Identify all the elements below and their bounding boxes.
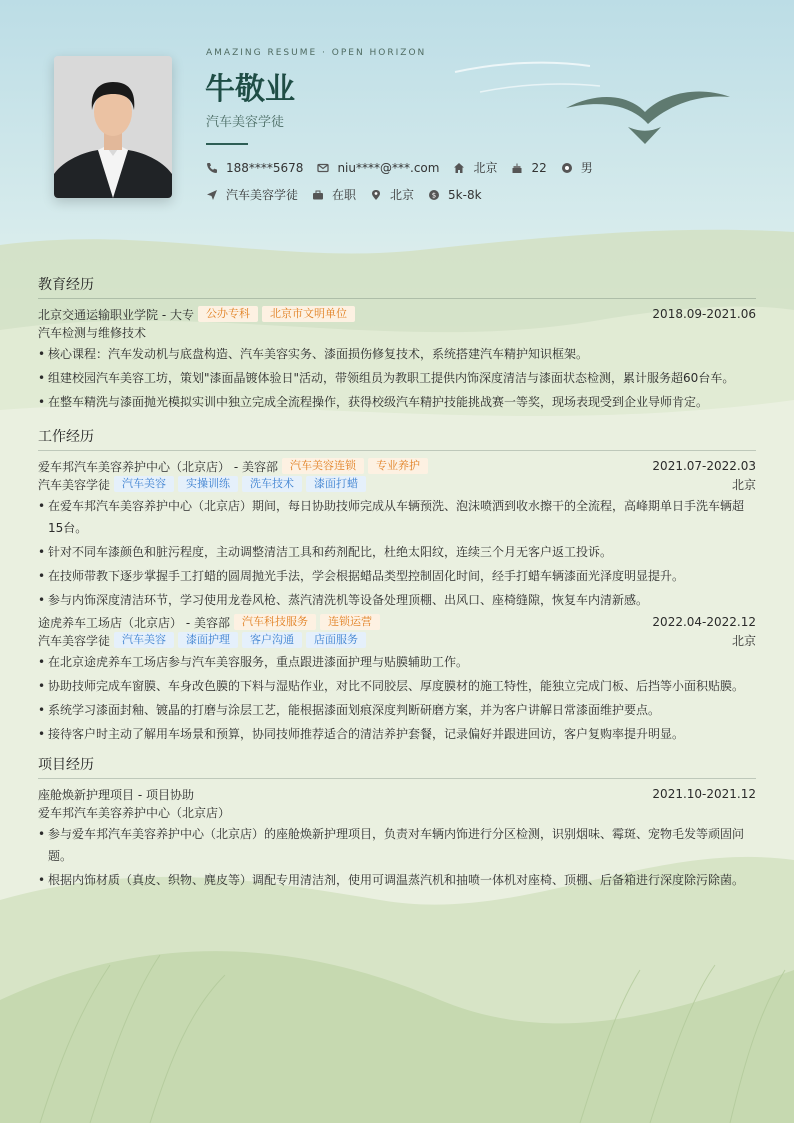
project-org-row <box>38 803 756 821</box>
company-tag: 汽车科技服务 <box>234 614 316 630</box>
list-item: • 根据内饰材质（真皮、织物、麂皮等）调配专用清洁剂，使用可调温蒸汽机和抽喷一体机对座椅、顶棚、后备箱进行深度除污除菌。 <box>38 869 756 891</box>
job-date: 2022.04-2022.12 <box>652 615 756 629</box>
skill-tag: 汽车美容 <box>114 476 174 492</box>
projects-section <box>38 754 756 893</box>
job-role-row <box>38 631 756 649</box>
contact-gender: 男 <box>561 159 593 176</box>
job-city: 北京 <box>731 477 756 492</box>
section-title-education: 教育经历 <box>38 274 756 299</box>
contact-row-1 <box>206 159 607 176</box>
gender-icon <box>561 162 573 174</box>
home-icon <box>453 162 465 174</box>
list-item: • 组建校园汽车美容工坊，策划"漆面晶镀体验日"活动，带领组员为教职工提供内饰深度清洁与漆面状态检测，累计服务超60台车。 <box>38 367 756 389</box>
salary-icon <box>428 189 440 201</box>
skill-tag: 汽车美容 <box>114 632 174 648</box>
skill-tag: 客户沟通 <box>242 632 302 648</box>
project-entry-header <box>38 785 756 803</box>
cake-icon <box>511 162 523 174</box>
school-name: 北京交通运输职业学院 - 大专 <box>38 307 194 322</box>
company-name: 爱车邦汽车美容养护中心（北京店） - 美容部 <box>38 459 278 474</box>
list-item: • 系统学习漆面封釉、镀晶的打磨与涂层工艺，能根据漆面划痕深度判断研磨方案，并为客户讲解日常漆面维护要点。 <box>38 699 756 721</box>
job-title: 汽车美容学徒 <box>206 115 285 130</box>
list-item: • 在整车精洗与漆面抛光模拟实训中独立完成全流程操作，获得校级汽车精护技能挑战赛一等奖，现场表现受到企业导师肯定。 <box>38 391 756 413</box>
list-item: • 针对不同车漆颜色和脏污程度，主动调整清洁工具和药剂配比，杜绝太阳纹，连续三个月无客户返工投诉。 <box>38 541 756 563</box>
mail-icon <box>317 162 329 174</box>
section-title-projects: 项目经历 <box>38 754 756 779</box>
svg-text:$: $ <box>431 191 437 200</box>
send-icon <box>206 189 218 201</box>
job-city: 北京 <box>731 633 756 648</box>
major: 汽车检测与维修技术 <box>38 325 147 340</box>
contact-status: 在职 <box>312 186 356 203</box>
company-tag: 连锁运营 <box>320 614 380 630</box>
job-role: 汽车美容学徒 <box>38 633 111 648</box>
company-tag: 专业养护 <box>368 458 428 474</box>
education-date: 2018.09-2021.06 <box>652 307 756 321</box>
list-item: • 核心课程：汽车发动机与底盘构造、汽车美容实务、漆面损伤修复技术，系统搭建汽车精护知识框架。 <box>38 343 756 365</box>
tagline: AMAZING RESUME · OPEN HORIZON <box>206 48 427 58</box>
contact-age: 22 <box>511 161 546 175</box>
work-section <box>38 426 756 747</box>
job-date: 2021.07-2022.03 <box>652 459 756 473</box>
list-item: • 协助技师完成车窗膜、车身改色膜的下料与湿贴作业，对比不同胶层、厚度膜材的施工特性，能独立完成门板、后挡等小面积贴膜。 <box>38 675 756 697</box>
school-tag: 公办专科 <box>198 306 258 322</box>
project-date: 2021.10-2021.12 <box>652 787 756 801</box>
company-tag: 汽车美容连锁 <box>282 458 364 474</box>
list-item: • 在北京途虎养车工场店参与汽车美容服务，重点跟进漆面护理与贴膜辅助工作。 <box>38 651 756 673</box>
briefcase-icon <box>312 189 324 201</box>
contact-salary: $ 5k-8k <box>428 188 482 202</box>
education-entry-header <box>38 305 756 323</box>
project-bullets <box>38 823 756 891</box>
education-major-row <box>38 323 756 341</box>
project-org: 爱车邦汽车美容养护中心（北京店） <box>38 805 231 820</box>
skill-tag: 漆面护理 <box>178 632 238 648</box>
contact-target-role: 汽车美容学徒 <box>206 186 298 203</box>
contact-email: niu****@***.com <box>317 161 439 175</box>
contact-home: 北京 <box>453 159 497 176</box>
section-title-work: 工作经历 <box>38 426 756 451</box>
avatar <box>54 56 172 198</box>
job-bullets <box>38 495 756 611</box>
job-role: 汽车美容学徒 <box>38 477 111 492</box>
list-item: • 接待客户时主动了解用车场景和预算，协同技师推荐适合的清洁养护套餐，记录偏好并跟进回访，客户复购率提升明显。 <box>38 723 756 745</box>
list-item: • 在技师带教下逐步掌握手工打蜡的圆周抛光手法，学会根据蜡品类型控制固化时间，经手打蜡车辆漆面光泽度明显提升。 <box>38 565 756 587</box>
candidate-name: 牛敬业 <box>205 72 295 107</box>
job-entry-header <box>38 457 756 475</box>
title-divider <box>206 143 248 145</box>
skill-tag: 洗车技术 <box>242 476 302 492</box>
list-item: • 在爱车邦汽车美容养护中心（北京店）期间，每日协助技师完成从车辆预洗、泡沫喷洒到收水擦干的全流程，高峰期单日手洗车辆超15台。 <box>38 495 756 539</box>
list-item: • 参与内饰深度清洁环节，学习使用龙卷风枪、蒸汽清洗机等设备处理顶棚、出风口、座椅缝隙，恢复车内清新感。 <box>38 589 756 611</box>
contact-location: 北京 <box>370 186 414 203</box>
education-bullets <box>38 343 756 413</box>
job-role-row <box>38 475 756 493</box>
company-name: 途虎养车工场店（北京店） - 美容部 <box>38 615 230 630</box>
school-tag: 北京市文明单位 <box>262 306 355 322</box>
contact-row-2 <box>206 186 496 203</box>
list-item: • 参与爱车邦汽车美容养护中心（北京店）的座舱焕新护理项目，负责对车辆内饰进行分区检测，识别烟味、霉斑、宠物毛发等顽固问题。 <box>38 823 756 867</box>
job-entry-header <box>38 613 756 631</box>
project-name: 座舱焕新护理项目 - 项目协助 <box>38 787 194 802</box>
skill-tag: 漆面打蜡 <box>306 476 366 492</box>
skill-tag: 店面服务 <box>306 632 366 648</box>
job-bullets <box>38 651 756 745</box>
phone-icon <box>206 162 218 174</box>
location-icon <box>370 189 382 201</box>
contact-phone: 188****5678 <box>206 161 303 175</box>
skill-tag: 实操训练 <box>178 476 238 492</box>
education-section <box>38 274 756 415</box>
